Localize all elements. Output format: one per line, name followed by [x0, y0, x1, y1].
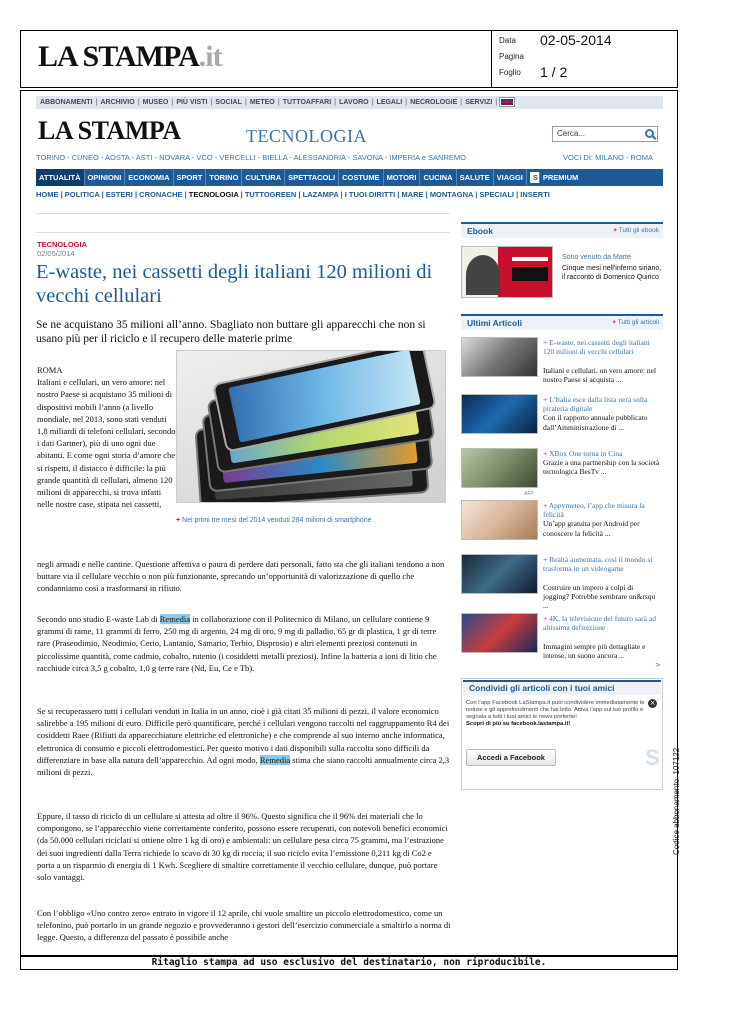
divider: [36, 232, 450, 233]
close-icon[interactable]: ×: [649, 699, 656, 707]
sub-nav: [36, 190, 550, 199]
article-photo: [176, 350, 446, 503]
nav-separator: |: [296, 190, 303, 199]
facebook-text: Con l’app Facebook LaStampa.it puoi condividere immediatamente le notizie e gli approfondimenti che hai letto. Attiva l’app sul tuo profilo e segnala a tutti i tuoi amici le news preferite! Scopri di più su facebook.lastampa.it!: [466, 700, 645, 727]
article-thumbnail[interactable]: [461, 500, 538, 540]
article-headline: E-waste, nei cassetti degli italiani 120 milioni di vecchi cellulari: [36, 261, 433, 307]
paragraph: Con l’obbligo «Uno contro zero» entrato in vigore il 12 aprile, chi vuole smaltire un piccolo elettrodomestico, come un telefonino, può portarlo in un grande negozio e provvederanno i gestori dell’esercizio commerciale a smaltirlo a norma di legge. Questo, a differenza del passato è possibile anche: [37, 908, 451, 943]
site-logo[interactable]: LA STAMPA: [38, 116, 181, 145]
uk-flag-icon[interactable]: [500, 98, 514, 106]
article-thumbnail[interactable]: [461, 448, 538, 488]
article-body-col: [37, 364, 177, 510]
main-nav-item[interactable]: VIAGGI: [494, 169, 527, 186]
search-input[interactable]: [552, 126, 658, 142]
facebook-login-button[interactable]: Accedi a Facebook: [466, 749, 556, 766]
sub-nav-item[interactable]: MONTAGNA: [429, 190, 474, 199]
clipping-meta: [491, 30, 678, 88]
ebook-desc: Cinque mesi nell’inferno siriano, il racconto di Domenico Quirico: [562, 265, 662, 281]
photo-caption: + Nei primi tre mesi del 2014 venduti 284 milioni di smartphone: [176, 517, 372, 524]
nav-separator: |: [171, 99, 174, 106]
nav-separator: |: [423, 190, 430, 199]
main-nav-item[interactable]: OPINIONI: [85, 169, 126, 186]
article-date: 02/05/2014: [37, 249, 75, 258]
facebook-link[interactable]: Scopri di più su facebook.lastampa.it!: [466, 721, 571, 727]
main-nav-item[interactable]: CUCINA: [420, 169, 456, 186]
page-label: Pagina: [499, 52, 524, 61]
main-nav-item[interactable]: ATTUALITÀ: [36, 169, 85, 186]
nav-separator: |: [238, 190, 245, 199]
main-nav-item[interactable]: TORINO: [206, 169, 242, 186]
clipping-footer: Ritaglio stampa ad uso esclusivo del destinatario, non riproducibile.: [20, 955, 678, 970]
highlight: Remedia: [159, 614, 190, 624]
sidebar-article-title[interactable]: + 4K, la televisione del futuro sarà ad altissima definizione: [543, 614, 656, 633]
sub-nav-item[interactable]: POLITICA: [64, 190, 100, 199]
sub-nav-item[interactable]: SPECIALI: [479, 190, 515, 199]
search-icon[interactable]: [645, 129, 654, 138]
nav-separator: |: [371, 99, 374, 106]
sheet-label: Foglio: [499, 68, 521, 77]
latest-more-link[interactable]: + Tutti gli articoli: [612, 319, 659, 326]
service-nav-item[interactable]: NECROLOGIE: [410, 99, 458, 106]
nav-separator: |: [495, 99, 498, 106]
article-thumbnail[interactable]: [461, 337, 538, 377]
nav-separator: |: [137, 99, 140, 106]
sub-nav-item[interactable]: LAZAMPA: [302, 190, 339, 199]
dateline: ROMA: [37, 365, 63, 375]
ebook-cover[interactable]: [461, 246, 553, 298]
nav-separator: |: [334, 99, 337, 106]
nav-separator: |: [182, 190, 189, 199]
service-nav-item[interactable]: ABBONAMENTI: [40, 99, 93, 106]
ebook-more-link[interactable]: + Tutti gli ebook: [613, 227, 659, 234]
service-nav-item[interactable]: MUSEO: [142, 99, 169, 106]
sidebar-article-desc: Un’app gratuita per Android per conoscere la felicità ...: [543, 519, 640, 538]
nav-separator: |: [99, 190, 106, 199]
nav-separator: |: [244, 99, 247, 106]
premium-label: PREMIUM: [542, 173, 579, 182]
nav-separator: |: [210, 99, 213, 106]
section-title: TECNOLOGIA: [246, 126, 367, 146]
next-arrow[interactable]: >: [655, 661, 661, 669]
sidebar-article-desc: Con il rapporto annuale pubblicato dall’Amministrazione di ...: [543, 413, 648, 432]
nav-separator: |: [277, 99, 280, 106]
highlight: Remedia: [259, 754, 291, 765]
main-nav-item[interactable]: COSTUME: [339, 169, 384, 186]
article-thumbnail[interactable]: [461, 613, 538, 653]
service-nav-item[interactable]: TUTTOAFFARI: [282, 99, 332, 106]
sidebar-article-title[interactable]: + E-waste, nei cassetti degli italiani 120 milioni di vecchi cellulari: [543, 338, 650, 357]
service-nav: [36, 96, 663, 109]
service-nav-item[interactable]: LAVORO: [339, 99, 369, 106]
stampa-s-logo: S: [645, 745, 660, 770]
paragraph: negli armadi e nelle cantine. Questione affettiva o paura di perdere dati personali, fatto sta che gli italiani tendono a non buttare via il cellulare vecchio o non più funzionante, sprecando un’opportunità di valorizzazione di quello che condanniamo così a trasformarsi in rifiuto.: [37, 559, 445, 594]
sub-nav-item[interactable]: TUTTOGREEN: [244, 190, 297, 199]
service-nav-item[interactable]: SOCIAL: [215, 99, 242, 106]
paragraph: Italiani e cellulari, un vero amore: nel nostro Paese si acquistano 35 milioni di dispositivi mobili l’anno (a livello mondiale, nel 2013, sono stati venduti 1,8 miliardi di telefoni cellulari, secondo i dati Gartner), più di uno ogni due abitanti. E come ogni storia d’amore che si rispetti, il distacco è difficile: la più grande quantità di cellulari, almeno 120 milioni di apparecchi, si trova infatti nelle nostre case, stipata nei cassetti,: [37, 377, 176, 510]
latest-header: Ultimi Articoli + Tutti gli articoli: [461, 314, 663, 330]
sub-nav-item[interactable]: ESTERI: [105, 190, 133, 199]
paragraph: Secondo uno studio E-waste Lab di Remedia in collaborazione con il Politecnico di Milano, un cellulare contiene 9 grammi di rame, 11 grammi di ferro, 250 mg di argento, 24 mg di oro, 9 mg di palladio, 65 gr di plastica, 1 gr di terre rare (Praseodimio, Neodimio, Cerio, Lantanio, Samario, Terbio, Disprosio) e altri elementi preziosi contenuti in piccolissime quantità, come cadmio, cobalto, rutenio (i cosiddetti metalli preziosi). Infine la batteria a ioni di litio che racchiude circa 3,5 g cobalto, 1,0 g terre rare (Nd, Eu, Ce e Tb).: [37, 614, 437, 673]
paragraph: Eppure, il tasso di riciclo di un cellulare si attesta ad oltre il 96%. Questo significa che il 96% dei materiali che lo compongono, se l’apparecchio viene correttamente conferito, possono essere recuperati, con notevoli benefici economici (da 50.000 cellulari riciclati si ottiene oltre 1 kg di oro) e ambientali: un cellulare pesa circa 75 grammi, ma l’estrazione dei suoi ingredienti dalla Terra richiede lo scavo di 30 kg di roccia; il suo riciclo evita l’emissione 0,211 kg di Co2 e porta a un risparmio di energia di 1 Kwh. Scegliere di smaltire correttamente il vecchio cellulare, dunque, può portare solo vantaggi.: [37, 811, 448, 883]
sidebar-article-title[interactable]: + Realtà aumentata, così il mondo si trasforma in un videogame: [543, 555, 653, 574]
paragraph: Se si recuperassero tutti i cellulari venduti in Italia in un anno, cioè i già citati 35 milioni di pezzi, il valore economico salirebbe a 195 milioni di euro. Difficile però quantificare, perché i cellulari vengono raccolti nel raggruppamento R4 dei cosiddetti Raee (Rifiuti da apparecchiature elettriche ed elettroniche) e che comprende al suo interno anche informatica, elettronica di consumo e piccoli elettrodomestici. Per questo motivo i dati disponibili sulla raccolta sono difficili da differenziare in base alla natura dell’apparecchio. Ad ogni modo, Remedia stima che siano raccolti annualmente circa 2,3 milioni di pezzi.: [37, 706, 450, 778]
sub-nav-item[interactable]: INSERTI: [520, 190, 550, 199]
clipping-logo: LA STAMPA.it: [38, 40, 222, 73]
sheet-value: 1 / 2: [540, 64, 568, 80]
photo-credit: AFP: [524, 491, 534, 497]
facebook-header: Condividi gli articoli con i tuoi amici: [463, 680, 661, 695]
nav-separator: |: [58, 190, 65, 199]
sub-nav-item[interactable]: CRONACHE: [139, 190, 183, 199]
nav-separator: |: [338, 190, 345, 199]
sidebar-article-title[interactable]: + Appymeteo, l’app che misura la felicità: [543, 501, 645, 520]
ebook-header: Ebook + Tutti gli ebook: [461, 222, 663, 238]
main-nav-item[interactable]: SPORT: [174, 169, 207, 186]
main-nav-item[interactable]: SPETTACOLI: [285, 169, 339, 186]
article-summary: Se ne acquistano 35 milioni all’anno. Sbagliato non buttare gli apparecchi che non si usano più per il riciclo e il recupero delle materie prime: [36, 319, 426, 345]
premium-badge-icon: S: [530, 172, 540, 183]
sidebar-article-title[interactable]: + L’Italia esce dalla lista nera sulla pirateria digitale: [543, 395, 648, 414]
service-nav-item[interactable]: LEGALI: [376, 99, 403, 106]
article-kicker[interactable]: TECNOLOGIA: [37, 240, 87, 249]
voices-nav[interactable]: VOCI DI: MILANO - ROMA: [563, 153, 654, 162]
sidebar-article-title[interactable]: + XBox One torna in Cina: [543, 449, 623, 458]
nav-separator: |: [473, 190, 480, 199]
nav-separator: |: [132, 190, 140, 199]
sub-nav-item[interactable]: I TUOI DIRITTI: [344, 190, 396, 199]
cover-flag: [512, 267, 548, 281]
search-placeholder: Cerca...: [557, 129, 586, 138]
sidebar-article-desc: Grazie a una partnership con la società tecnologica BesTv ...: [543, 458, 660, 477]
main-nav-item[interactable]: ECONOMIA: [125, 169, 173, 186]
main-nav: [36, 169, 663, 186]
cover-stripe: [512, 257, 548, 261]
service-nav-item[interactable]: ARCHIVIO: [100, 99, 135, 106]
sub-nav-item[interactable]: MARE: [401, 190, 424, 199]
nav-separator: |: [460, 99, 463, 106]
sub-nav-item[interactable]: TECNOLOGIA: [188, 190, 239, 199]
ebook-portrait: [466, 255, 500, 295]
date-label: Data: [499, 36, 516, 45]
sidebar-article-desc: Costruire un impero a colpi di jogging? Potrebbe sembrare un&rsqu ...: [543, 582, 656, 610]
service-nav-item[interactable]: PIÙ VISTI: [176, 99, 208, 106]
nav-separator: |: [395, 190, 402, 199]
sidebar-article-desc: Italiani e cellulari, un vero amore: nel nostro Paese si acquista ...: [543, 365, 657, 384]
main-nav-item[interactable]: MOTORI: [384, 169, 421, 186]
nav-separator: |: [405, 99, 408, 106]
ebook-title[interactable]: Sono venuto da Marte: [562, 254, 631, 261]
article-thumbnail[interactable]: [461, 394, 538, 434]
nav-separator: |: [514, 190, 521, 199]
date-value: 02-05-2014: [540, 32, 612, 48]
nav-separator: |: [95, 99, 98, 106]
divider: [36, 213, 450, 214]
cities-nav[interactable]: TORINO - CUNEO - AOSTA - ASTI - NOVARA - VCO - VERCELLI - BIELLA - ALESSANDRIA - SAVONA - IMPERIA e SANREMO: [36, 153, 466, 162]
main-nav-item[interactable]: CULTURA: [242, 169, 285, 186]
article-thumbnail[interactable]: [461, 554, 538, 594]
premium-nav-item[interactable]: [527, 169, 581, 186]
sub-nav-item[interactable]: HOME: [36, 190, 59, 199]
main-nav-item[interactable]: SALUTE: [457, 169, 494, 186]
sidebar-article-desc: Immagini sempre più dettagliate e intense, un suono ancora ...: [543, 641, 646, 660]
service-nav-item[interactable]: METEO: [249, 99, 275, 106]
subscription-code: Codice abbonamento: 107122: [672, 747, 681, 855]
service-nav-item[interactable]: SERVIZI: [465, 99, 493, 106]
